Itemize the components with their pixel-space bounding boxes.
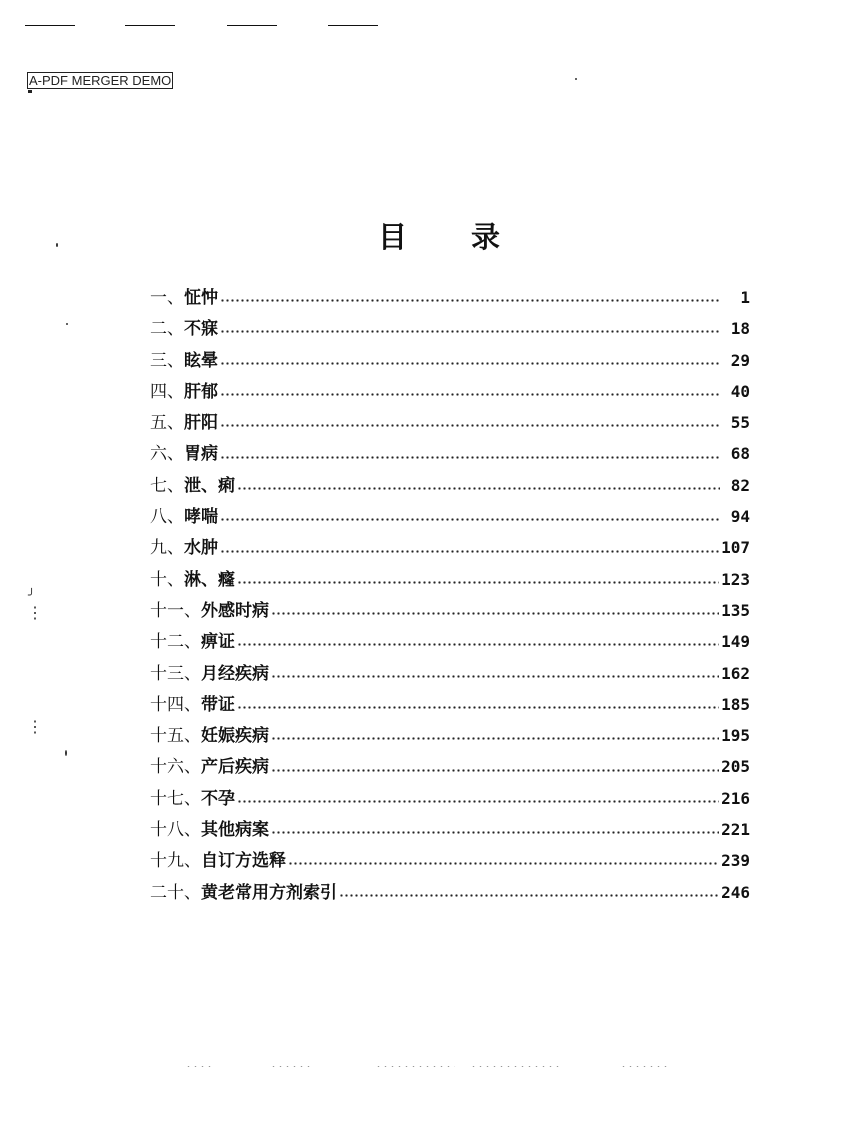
toc-entry-title: 不孕	[201, 788, 235, 809]
toc-leader-dots	[237, 487, 720, 490]
toc-entry-page: 135	[721, 600, 750, 620]
toc-entry-title: 妊娠疾病	[201, 726, 269, 747]
toc-entry-number: 十三、	[150, 663, 201, 684]
toc-leader-dots	[271, 737, 719, 740]
header-rule	[227, 25, 277, 26]
toc-entry[interactable]	[150, 596, 750, 627]
toc-leader-dots	[220, 299, 720, 302]
header-rule	[328, 25, 378, 26]
toc-entry[interactable]	[150, 565, 750, 596]
toc-leader-dots	[220, 424, 720, 427]
toc-entry[interactable]	[150, 314, 750, 345]
toc-leader-dots	[271, 612, 719, 615]
toc-entry-number: 七、	[150, 475, 184, 496]
toc-entry-number: 十四、	[150, 694, 201, 715]
toc-entry-page: 18	[730, 319, 750, 339]
toc-entry-page: 55	[730, 413, 750, 433]
toc-entry-number: 十八、	[150, 820, 201, 841]
toc-entry-number: 六、	[150, 444, 184, 465]
toc-entry[interactable]	[150, 815, 750, 846]
toc-entry-number: 五、	[150, 413, 184, 434]
toc-entry-title: 自订方选释	[201, 851, 286, 872]
toc-entry-page: 205	[721, 757, 750, 777]
toc-entry-number: 十一、	[150, 600, 201, 621]
toc-leader-dots	[220, 393, 720, 396]
scan-speck	[65, 750, 67, 756]
toc-leader-dots	[237, 800, 719, 803]
toc-entry[interactable]	[150, 690, 750, 721]
toc-entry[interactable]	[150, 627, 750, 658]
toc-leader-dots	[271, 675, 719, 678]
toc-entry[interactable]	[150, 471, 750, 502]
toc-entry-title: 肝郁	[184, 381, 218, 402]
toc-entry-page: 195	[721, 726, 750, 746]
toc-leader-dots	[271, 769, 719, 772]
toc-entry-number: 十五、	[150, 726, 201, 747]
toc-entry-page: 68	[730, 444, 750, 464]
watermark-text: A-PDF MERGER DEMO	[29, 73, 172, 88]
toc-leader-dots	[220, 550, 719, 553]
toc-leader-dots	[339, 894, 719, 897]
toc-entry-number: 九、	[150, 538, 184, 559]
toc-entry-page: 1	[740, 288, 750, 307]
header-rule	[125, 25, 175, 26]
toc-entry-page: 246	[721, 882, 750, 902]
toc-entry-number: 三、	[150, 350, 184, 371]
toc-entry-number: 二、	[150, 319, 184, 340]
margin-mark: ⋮	[27, 717, 43, 736]
toc-entry-number: 一、	[150, 288, 184, 308]
toc-entry-page: 82	[730, 475, 750, 495]
toc-entry-page: 107	[721, 538, 750, 558]
toc-entry-title: 痹证	[201, 632, 235, 653]
header-rule	[25, 25, 75, 26]
toc-entry-page: 29	[730, 350, 750, 370]
toc-entry[interactable]	[150, 659, 750, 690]
scan-noise	[620, 1066, 670, 1067]
scan-speck	[56, 243, 58, 247]
toc-entry[interactable]	[150, 502, 750, 533]
toc-entry[interactable]	[150, 439, 750, 470]
page-title: 目录	[378, 220, 565, 254]
toc-entry-number: 十六、	[150, 757, 201, 778]
toc-entry-page: 216	[721, 788, 750, 808]
toc-entry-number: 十、	[150, 569, 184, 590]
toc-entry[interactable]	[150, 377, 750, 408]
toc-entry[interactable]	[150, 346, 750, 377]
watermark-underline	[28, 90, 32, 93]
toc-entry-title: 不寐	[184, 319, 218, 340]
toc-entry-page: 94	[730, 507, 750, 527]
toc-entry-title: 产后疾病	[201, 757, 269, 778]
toc-entry-title: 月经疾病	[201, 663, 269, 684]
toc-entry-title: 怔忡	[184, 288, 218, 308]
toc-entry-title: 眩晕	[184, 350, 218, 371]
scan-noise	[375, 1066, 455, 1067]
toc-entry[interactable]	[150, 283, 750, 314]
toc-entry[interactable]	[150, 408, 750, 439]
scan-speck	[575, 78, 577, 80]
toc-entry[interactable]	[150, 784, 750, 815]
toc-leader-dots	[237, 581, 719, 584]
toc-entry-number: 二十、	[150, 882, 201, 903]
toc-entry-number: 十七、	[150, 788, 201, 809]
scan-noise	[470, 1066, 560, 1067]
toc-entry-title: 黄老常用方剂索引	[201, 882, 337, 903]
toc-entry-title: 淋、癃	[184, 569, 235, 590]
toc-entry[interactable]	[150, 878, 750, 909]
toc-entry-title: 泄、痢	[184, 475, 235, 496]
scan-speck	[66, 323, 68, 325]
scan-noise	[270, 1066, 310, 1067]
toc-entry[interactable]	[150, 721, 750, 752]
table-of-contents	[150, 283, 750, 909]
toc-entry-page: 185	[721, 694, 750, 714]
margin-mark: ╯	[28, 588, 36, 602]
toc-entry-title: 外感时病	[201, 600, 269, 621]
toc-entry[interactable]	[150, 846, 750, 877]
toc-entry-title: 水肿	[184, 538, 218, 559]
toc-entry-page: 40	[730, 381, 750, 401]
toc-entry-number: 八、	[150, 507, 184, 528]
toc-leader-dots	[271, 831, 719, 834]
toc-entry-number: 十二、	[150, 632, 201, 653]
toc-entry-number: 十九、	[150, 851, 201, 872]
toc-entry-number: 四、	[150, 381, 184, 402]
toc-entry-title: 胃病	[184, 444, 218, 465]
toc-leader-dots	[237, 706, 719, 709]
toc-entry-title: 肝阳	[184, 413, 218, 434]
toc-leader-dots	[220, 362, 720, 365]
toc-entry-title: 哮喘	[184, 507, 218, 528]
toc-entry[interactable]	[150, 752, 750, 783]
toc-leader-dots	[288, 862, 719, 865]
toc-entry[interactable]	[150, 533, 750, 564]
toc-entry-title: 其他病案	[201, 820, 269, 841]
toc-entry-page: 123	[721, 569, 750, 589]
toc-entry-page: 221	[721, 820, 750, 840]
toc-leader-dots	[237, 643, 719, 646]
toc-leader-dots	[220, 518, 720, 521]
toc-entry-title: 带证	[201, 694, 235, 715]
toc-entry-page: 162	[721, 663, 750, 683]
toc-entry-page: 239	[721, 851, 750, 871]
watermark-link[interactable]	[27, 72, 173, 89]
toc-leader-dots	[220, 456, 720, 459]
margin-mark: ⋮	[27, 603, 43, 622]
scan-noise	[185, 1066, 215, 1067]
toc-leader-dots	[220, 330, 720, 333]
toc-entry-page: 149	[721, 632, 750, 652]
